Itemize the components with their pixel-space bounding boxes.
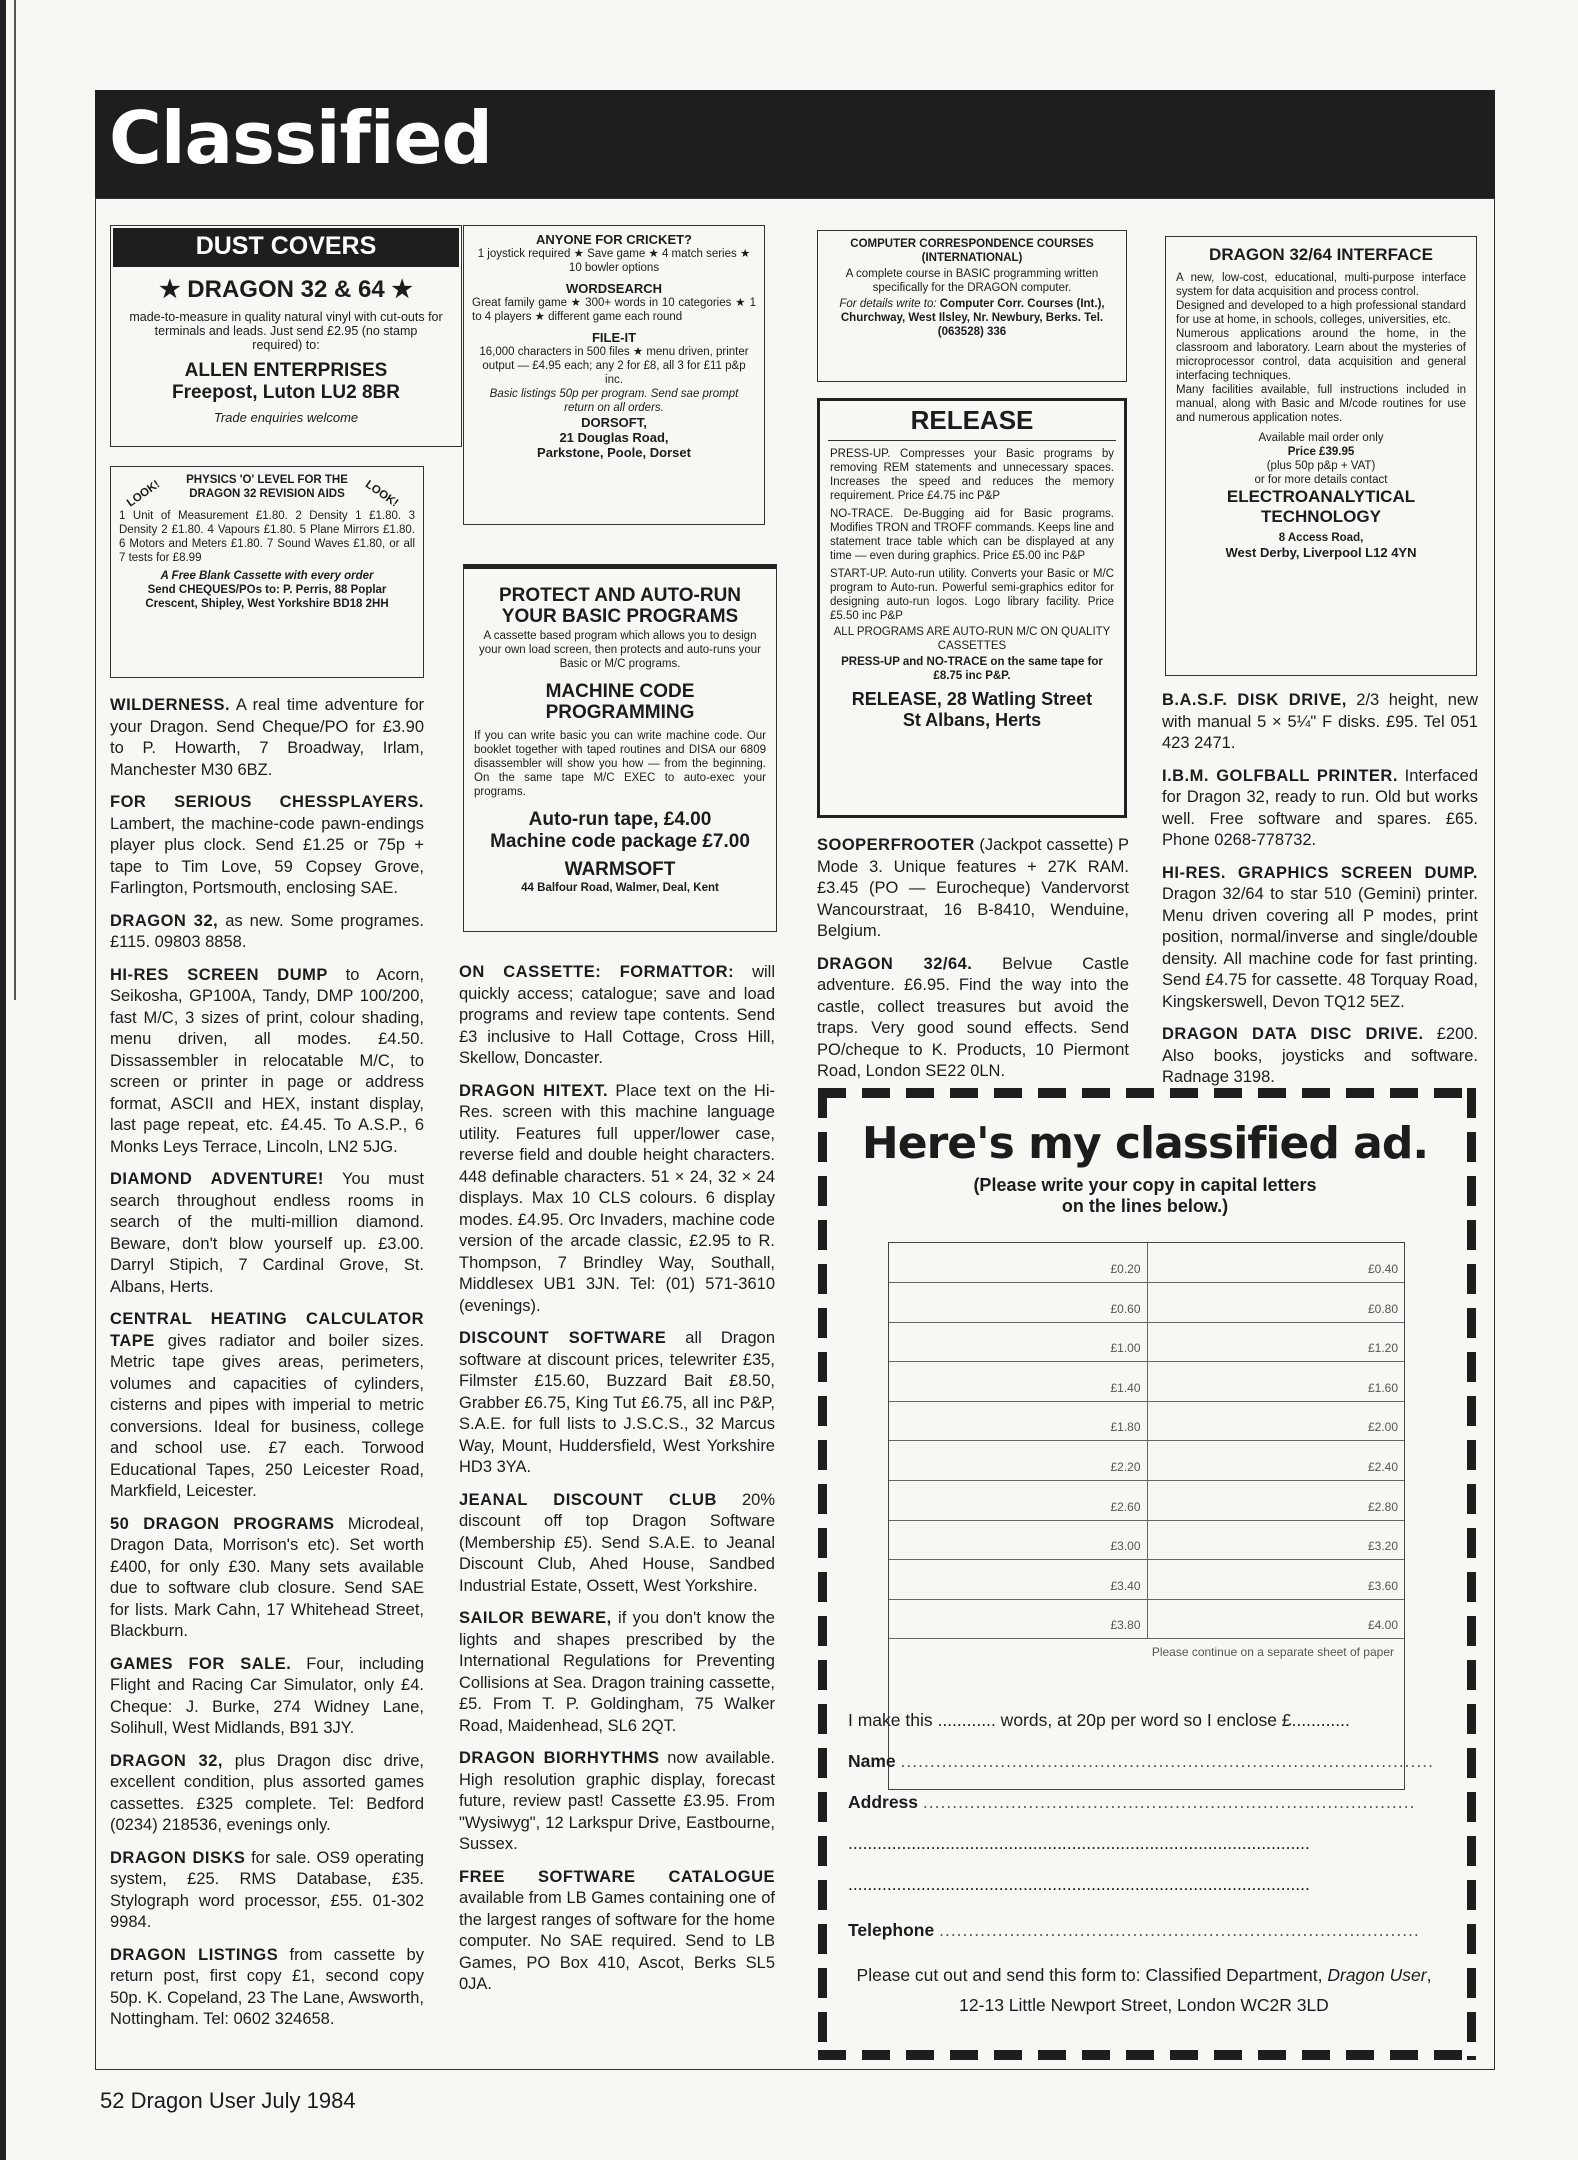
address-field[interactable]: Address .................................................................................... [848, 1792, 1416, 1812]
classified-ad [110, 792, 424, 900]
ad-text: if you don't know the lights and shapes prescribed by the International Regulations for Preventing Collisions at Sea. Dragon training cassette, £5. From T. P. Goldingham, 75 Walker Road, Maidenhead, SL6 2QT. [459, 1609, 775, 1735]
word-cell-price[interactable]: £3.40 [889, 1560, 1147, 1600]
classified-ad [459, 1328, 775, 1479]
classified-ad [110, 1848, 424, 1934]
interface-company-2: TECHNOLOGY [1261, 507, 1381, 526]
ad-heading: SOOPERFROOTER [817, 836, 975, 854]
form-border-right [1467, 1088, 1476, 2060]
word-cell-price[interactable]: £3.80 [889, 1599, 1147, 1639]
word-cell-price[interactable]: £0.60 [889, 1283, 1147, 1323]
send-to-part-1: Please cut out and send this form to: Classified Department, [856, 1965, 1323, 1985]
column-2-ads [459, 962, 775, 2007]
column-2-list [459, 962, 775, 1996]
column-1-list [110, 695, 424, 2031]
interface-title: DRAGON 32/64 INTERFACE [1209, 245, 1433, 264]
ad-heading: DRAGON 32/64. [817, 954, 973, 973]
name-label: Name [848, 1751, 896, 1771]
cricket-title: ANYONE FOR CRICKET? [536, 232, 692, 247]
classified-ad [110, 1309, 424, 1503]
grid-row [889, 1322, 1404, 1362]
column-3-list [817, 835, 1129, 1083]
release-address-1: RELEASE, 28 Watling Street [851, 689, 1093, 709]
form-subtitle-2: on the lines below.) [1061, 1196, 1229, 1216]
machine-code-title: MACHINE CODE PROGRAMMING [545, 681, 695, 723]
ad-heading: GAMES FOR SALE. [110, 1654, 292, 1673]
send-to-magazine: Dragon User [1327, 1965, 1427, 1985]
release-bundle-text: PRESS-UP and NO-TRACE on the same tape for £8.75 inc P&P. [841, 656, 1103, 682]
release-address-2: St Albans, Herts [902, 710, 1042, 730]
warmsoft-company: WARMSOFT [564, 859, 676, 880]
physics-ad [110, 466, 424, 678]
classified-ad [1162, 1024, 1478, 1089]
grid-row [889, 1401, 1404, 1441]
ad-heading: DRAGON LISTINGS [110, 1945, 279, 1964]
ad-heading: DRAGON 32, [110, 911, 219, 930]
dorsoft-company: DORSOFT, [581, 415, 647, 430]
name-field[interactable]: Name ........................................................................................... [848, 1751, 1434, 1771]
courses-title: COMPUTER CORRESPONDENCE COURSES (INTERNATIONAL) [850, 238, 1094, 264]
form-border-bottom [818, 2050, 1476, 2060]
dust-covers-title: DUST COVERS [113, 228, 459, 267]
ad-text: (Jackpot cassette) P Mode 3. Unique features + 27K RAM. £3.45 (PO — Eurocheque) Vandervorst Wancourstraat, 16 B-8410, Wenduine, Belgium. [817, 836, 1129, 940]
word-cell-price[interactable]: £0.80 [1147, 1283, 1404, 1323]
ad-text: Microdeal, Dragon Data, Morrison's etc). Set worth £400, for only £30. Many sets available due to software club closure. Send SAE for lists. Mark Cahn, 17 Whitehead Street, Blackburn. [110, 1514, 424, 1640]
interface-vat: (plus 50p p&p + VAT) [1266, 460, 1376, 472]
machine-code-body: If you can write basic you can write machine code. Our booklet together with taped routines and DISA our 6809 disassembler will show you how — from the beginning. On the same tape M/C EXEC to auto-exec your programs. [474, 730, 766, 798]
ad-text: 2/3 height, new with manual 5 × 5¼" F disks. £95. Tel 051 423 2471. [1162, 691, 1478, 752]
word-cell-price[interactable]: £1.40 [889, 1362, 1147, 1402]
interface-address-1: 8 Access Road, [1278, 532, 1364, 544]
form-subtitle [840, 1175, 1450, 1217]
ad-text: £200. Also books, joysticks and software. Radnage 3198. [1162, 1025, 1479, 1086]
word-cell-price[interactable]: £3.20 [1147, 1520, 1404, 1560]
release-autorun-text: ALL PROGRAMS ARE AUTO-RUN M/C ON QUALITY CASSETTES [833, 626, 1111, 652]
wordsearch-title: WORDSEARCH [565, 281, 663, 296]
word-cell-price[interactable]: £1.80 [889, 1401, 1147, 1441]
word-cell-price[interactable]: £1.60 [1147, 1362, 1404, 1402]
physics-body: 1 Unit of Measurement £1.80. 2 Density 1 £1.80. 3 Density 2 £1.80. 4 Vapours £1.80. 5 Plane Mirrors £1.80. 6 Motors and Meters £1.80. 7 Sound Waves £1.80, or all 7 tests for £8.99 [119, 510, 415, 564]
ad-text: to Acorn, Seikosha, GP100A, Tandy, DMP 100/200, fast M/C, 3 sizes of print, colour shading, menu driven, all modes. £4.50. Dissassembler in relocatable M/C, to screen or printer in page or address format, ASCII and HEX, instant display, last page repeat, etc. £4.45. To A.S.P., 6 Monks Leys Terrace, Lincoln, LN2 5JG. [110, 965, 424, 1156]
look-right-label: LOOK! [362, 478, 401, 510]
classified-ad [110, 1945, 424, 2031]
interface-company-1: ELECTROANALYTICAL [1226, 487, 1416, 506]
ad-text: Belvue Castle adventure. £6.95. Find the way into the castle, collect treasures but avoid the traps. Very good sound effects. Send PO/cheque to K. Products, 10 Piermont Road, London SE22 0LN. [817, 954, 1130, 1080]
physics-contact: Send CHEQUES/POs to: P. Perris, 88 Poplar Crescent, Shipley, West Yorkshire BD18 2HH [145, 584, 389, 610]
address-label: Address [848, 1792, 919, 1812]
classified-ad [459, 1490, 775, 1598]
ad-text: Interfaced for Dragon 32, ready to run. Old but works well. Free software and spares. £65. Phone 0268-778732. [1162, 766, 1478, 849]
release-ad [817, 398, 1127, 818]
ad-text: now available. High resolution graphic display, forecast future, review past! Cassette £3.95. From "Wysiwyg", 12 Larkspur Drive, Eastbourne, Sussex. [459, 1749, 775, 1853]
courses-details-label: For details write to: [839, 298, 937, 310]
ad-text: gives radiator and boiler sizes. Metric tape gives areas, perimeters, volumes and capacities of cylinders, cisterns and pipes with imperial to metric conversions. Ideal for business, college and school use. £7 each. Torwood Educational Tapes, 250 Leicester Road, Markfield, Leicester. [110, 1331, 424, 1500]
courses-details: Computer Corr. Courses (Int.), Churchway, West Ilsley, Nr. Newbury, Berks. Tel. (063528) 336 [840, 298, 1105, 338]
dust-covers-company: ALLEN ENTERPRISES [184, 360, 388, 381]
page-title: Classified [109, 96, 492, 180]
ad-heading: DIAMOND ADVENTURE! [110, 1170, 324, 1188]
press-up-text: PRESS-UP. Compresses your Basic programs by removing REM statements and unnecessary spaces. Increases the speed and reduces the memory requirement. Price £4.75 inc P&P [830, 448, 1114, 502]
classified-ad [1162, 766, 1478, 852]
classified-ad [110, 1654, 424, 1740]
release-title: RELEASE [828, 405, 1116, 441]
word-cell-price[interactable]: £1.00 [889, 1322, 1147, 1362]
classified-ad [110, 911, 424, 954]
machine-code-price: Machine code package £7.00 [490, 831, 750, 852]
address-line-2[interactable]: ............................................................................................... [848, 1833, 1310, 1853]
word-cell-price[interactable]: £2.20 [889, 1441, 1147, 1481]
classified-ad [110, 1751, 424, 1837]
word-cell-price[interactable]: £2.60 [889, 1481, 1147, 1521]
dust-covers-product: ★ DRAGON 32 & 64 ★ [159, 276, 413, 303]
ad-text: as new. Some programes. £115. 09803 8858. [110, 911, 424, 951]
classified-ad [110, 1169, 424, 1298]
classified-ad [459, 1081, 775, 1318]
classified-ad [110, 1514, 424, 1643]
ad-heading: SAILOR BEWARE, [459, 1609, 612, 1627]
interface-p2: Designed and developed to a high professional standard for use at home, in schools, colleges, universities, etc. [1176, 300, 1466, 326]
wordsearch-body: Great family game ★ 300+ words in 10 categories ★ 1 to 4 players ★ different game each round [472, 297, 756, 323]
interface-p4: Many facilities available, full instructions included in manual, along with Basic and M/code routines for use and numerous application notes. [1176, 384, 1466, 424]
autorun-title: PROTECT AND AUTO-RUN YOUR BASIC PROGRAMS [498, 585, 742, 627]
physics-title: PHYSICS 'O' LEVEL FOR THE DRAGON 32 REVISION AIDS [186, 474, 348, 500]
classified-ad [459, 1867, 775, 1996]
ad-heading: FOR SERIOUS CHESSPLAYERS. [110, 793, 424, 811]
grid-row [889, 1481, 1404, 1521]
grid-row [889, 1243, 1404, 1283]
ad-text: 20% discount off top Dragon Software (Membership £5). Send S.A.E. to Jeanal Discount Club, Ahed House, Sandbed Industrial Estate, Ossett, West Yorkshire. [459, 1490, 776, 1595]
column-3-ads [817, 835, 1129, 1094]
page-footer: 52 Dragon User July 1984 [100, 2088, 356, 2113]
ad-heading: DRAGON DISKS [110, 1848, 246, 1867]
ad-heading: B.A.S.F. DISK DRIVE, [1162, 691, 1347, 709]
dorsoft-address-1: 21 Douglas Road, [559, 430, 669, 445]
page-spine-line [14, 0, 16, 1000]
interface-more: or for more details contact [1254, 474, 1388, 486]
dust-covers-body: made-to-measure in quality natural vinyl with cut-outs for terminals and leads. Just send £2.95 (no stamp required) to: [129, 310, 443, 352]
classified-ad [459, 1748, 775, 1856]
no-trace-text: NO-TRACE. De-Bugging aid for Basic programs. Modifies TRON and TROFF commands. Keeps line and statement trace table which can be displayed at any time — even during graphics. Price £5.00 inc P&P [830, 508, 1114, 562]
fileit-title: FILE-IT [591, 330, 637, 345]
form-title: Here's my classified ad. [861, 1118, 1429, 1169]
word-cell-price[interactable]: £0.20 [889, 1243, 1147, 1283]
ad-heading: WILDERNESS. [110, 696, 231, 714]
fileit-body: 16,000 characters in 500 files ★ menu driven, printer output — £4.95 each; any 2 for £8, all 3 for £11 p&p inc. [479, 346, 749, 386]
interface-mail-order: Available mail order only [1258, 432, 1384, 444]
grid-row [889, 1441, 1404, 1481]
ad-text: for sale. OS9 operating system, £25. RMS Database, £35. Stylograph word processor, £55. 01-302 9984. [110, 1848, 424, 1931]
ad-heading: DISCOUNT SOFTWARE [459, 1329, 667, 1347]
ad-text: Dragon 32/64 to star 510 (Gemini) printer. Menu driven covering all P modes, print position, normal/inverse and single/double density. All machine code for fast printing. Send £4.75 for cassette. 48 Torquay Road, Kingskerswell, Devon TQ12 5EZ. [1162, 885, 1478, 1011]
cricket-body: 1 joystick required ★ Save game ★ 4 match series ★ 10 bowler options [477, 248, 751, 274]
classified-ad [459, 962, 775, 1070]
classified-ad [1162, 863, 1478, 1014]
send-to-part-2: , 12-13 Little Newport Street, London WC2R 3LD [959, 1965, 1432, 2015]
word-cell-price[interactable]: £4.00 [1147, 1599, 1404, 1639]
classified-ad [817, 835, 1129, 943]
column-4-list [1162, 690, 1478, 1089]
dust-covers-ad [110, 225, 462, 447]
ad-heading: DRAGON DATA DISC DRIVE. [1162, 1025, 1424, 1043]
look-left-label: LOOK! [124, 478, 163, 510]
interface-price: Price £39.95 [1287, 446, 1355, 458]
classified-ad [110, 965, 424, 1159]
interface-p1: A new, low-cost, educational, multi-purpose interface system for data acquisition and process control. [1176, 272, 1466, 298]
ad-heading: DRAGON 32, [110, 1751, 223, 1770]
grid-row [889, 1283, 1404, 1323]
courses-body: A complete course in BASIC programming written specifically for the DRAGON computer. [845, 268, 1099, 294]
interface-address-2: West Derby, Liverpool L12 4YN [1225, 545, 1417, 560]
word-cell-price[interactable]: £2.00 [1147, 1401, 1404, 1441]
telephone-label: Telephone [848, 1920, 935, 1940]
form-subtitle-1: (Please write your copy in capital letters [973, 1175, 1317, 1195]
interface-p3: Numerous applications around the home, in the classroom and laboratory. Learn about the mysteries of microprocessor control, data acquisition and general interfacing techniques. [1176, 328, 1466, 382]
ad-heading: JEANAL DISCOUNT CLUB [459, 1490, 717, 1509]
ad-heading: HI-RES SCREEN DUMP [110, 965, 328, 984]
interface-ad [1165, 236, 1477, 676]
courses-ad [817, 230, 1127, 382]
classified-ad [110, 695, 424, 781]
word-cell-price[interactable]: £1.20 [1147, 1322, 1404, 1362]
ad-text: You must search throughout endless rooms in search of the multi-million diamond. Beware, don't blow yourself up. £3.00. Darryl Stipich, 7 Cardinal Grove, St. Albans, Herts. [110, 1170, 424, 1296]
word-cell-price[interactable]: £3.60 [1147, 1560, 1404, 1600]
grid-row [889, 1520, 1404, 1560]
word-grid [888, 1242, 1405, 1790]
classified-ad [1162, 690, 1478, 755]
column-4-ads [1162, 690, 1478, 1100]
ad-text: plus Dragon disc drive, excellent condition, plus assorted games cassettes. £325 complete. Tel: Bedford (0234) 218536, evenings only. [110, 1751, 424, 1834]
word-cell-price[interactable]: £2.80 [1147, 1481, 1404, 1521]
ad-text: from cassette by return post, first copy £1, second copy 50p. K. Copeland, 23 The Lane, Awsworth, Nottingham. Tel: 0602 324658. [110, 1945, 424, 2028]
ad-heading: ON CASSETTE: FORMATTOR: [459, 963, 735, 981]
ad-heading: I.B.M. GOLFBALL PRINTER. [1162, 766, 1398, 785]
ad-heading: FREE SOFTWARE CATALOGUE [459, 1867, 775, 1886]
start-up-text: START-UP. Auto-run utility. Converts your Basic or M/C program to Auto-run. Powerful semi-graphics editor for designing auto-run logos. Logo library facility. Price £5.50 inc P&P [830, 568, 1114, 622]
ad-heading: DRAGON HITEXT. [459, 1081, 609, 1100]
address-line-3[interactable]: ............................................................................................... [848, 1874, 1310, 1894]
ad-heading: CENTRAL HEATING CALCULATOR TAPE [110, 1310, 424, 1350]
grid-row [889, 1599, 1404, 1639]
word-cell-price[interactable]: £3.00 [889, 1520, 1147, 1560]
warmsoft-address: 44 Balfour Road, Walmer, Deal, Kent [521, 882, 719, 894]
word-cell-price[interactable]: £2.40 [1147, 1441, 1404, 1481]
ad-text: all Dragon software at discount prices, telewriter £35, Filmster £15.60, Buzzard Bait £8.50, Grabber £6.75, King Tut £6.75, all inc P&P, S.A.E. for full lists to J.S.C.S., 32 Marcus Way, Mount, Huddersfield, West Yorkshire HD3 3YA. [459, 1329, 775, 1476]
page-spine [0, 0, 6, 2160]
column-1-ads [110, 695, 424, 2042]
grid-row [889, 1362, 1404, 1402]
ad-heading: HI-RES. GRAPHICS SCREEN DUMP. [1162, 863, 1478, 882]
warmsoft-ad [463, 564, 777, 932]
grid-row [889, 1560, 1404, 1600]
dorsoft-listing: Basic listings 50p per program. Send sae prompt return on all orders. [489, 388, 739, 414]
ad-text: Four, including Flight and Racing Car Simulator, only £4. Cheque: J. Burke, 274 Widney Lane, Solihull, West Midlands, B91 3JY. [110, 1654, 424, 1737]
ad-text: will quickly access; catalogue; save and load programs and review tape contents. Send £3 inclusive to Hall Cottage, Cross Hill, Skellow, Doncaster. [459, 963, 776, 1067]
ad-heading: DRAGON BIORHYTHMS [459, 1749, 660, 1767]
autorun-body: A cassette based program which allows you to design your own load screen, then protects and auto-runs your Basic or M/C programs. [479, 630, 761, 670]
form-border-left [818, 1088, 827, 2060]
telephone-field[interactable]: Telephone .................................................................................. [848, 1920, 1420, 1940]
dust-covers-note: Trade enquiries welcome [213, 410, 359, 425]
dorsoft-ad [463, 225, 765, 525]
send-to-text [848, 1960, 1440, 2020]
continue-note: Please continue on a separate sheet of paper [1151, 1645, 1394, 1660]
ad-text: Place text on the Hi-Res. screen with this machine language utility. Features full upper/lower case, reverse field and double height characters. 448 definable characters. 51 × 24, 32 × 24 displays. Max 10 CLS colours. 6 display modes. £4.95. Orc Invaders, machine code version of the arcade classic, £2.95 to R. Thompson, 7 Brindley Way, Southall, Middlesex UB1 3JN. Tel: (01) 571-3610 (evenings). [459, 1081, 775, 1315]
physics-offer: A Free Blank Cassette with every order [160, 570, 374, 582]
dorsoft-address-2: Parkstone, Poole, Dorset [537, 445, 691, 460]
classified-header [95, 90, 1495, 198]
word-cell-price[interactable]: £0.40 [1147, 1243, 1404, 1283]
classified-ad [817, 954, 1129, 1083]
ad-text: Lambert, the machine-code pawn-endings player plus clock. Send £1.25 or 75p + tape to Tim Love, 59 Copsey Grove, Farlington, Portsmouth, enclosing SAE. [110, 814, 424, 897]
words-line[interactable]: I make this ............ words, at 20p per word so I enclose £............ [848, 1710, 1350, 1730]
ad-text: A real time adventure for your Dragon. Send Cheque/PO for £3.90 to P. Howarth, 7 Broadway, Irlam, Manchester M30 6BZ. [110, 696, 424, 779]
ad-text: available from LB Games containing one of the largest ranges of software for the home computer. No SAE required. Send to LB Games, PO Box 410, Ascot, Berks SL5 0JA. [459, 1889, 775, 1993]
autorun-price: Auto-run tape, £4.00 [528, 809, 712, 830]
ad-heading: 50 DRAGON PROGRAMS [110, 1514, 335, 1533]
dust-covers-address: Freepost, Luton LU2 8BR [171, 382, 400, 403]
classified-ad [459, 1608, 775, 1737]
form-border-top [818, 1088, 1476, 1098]
